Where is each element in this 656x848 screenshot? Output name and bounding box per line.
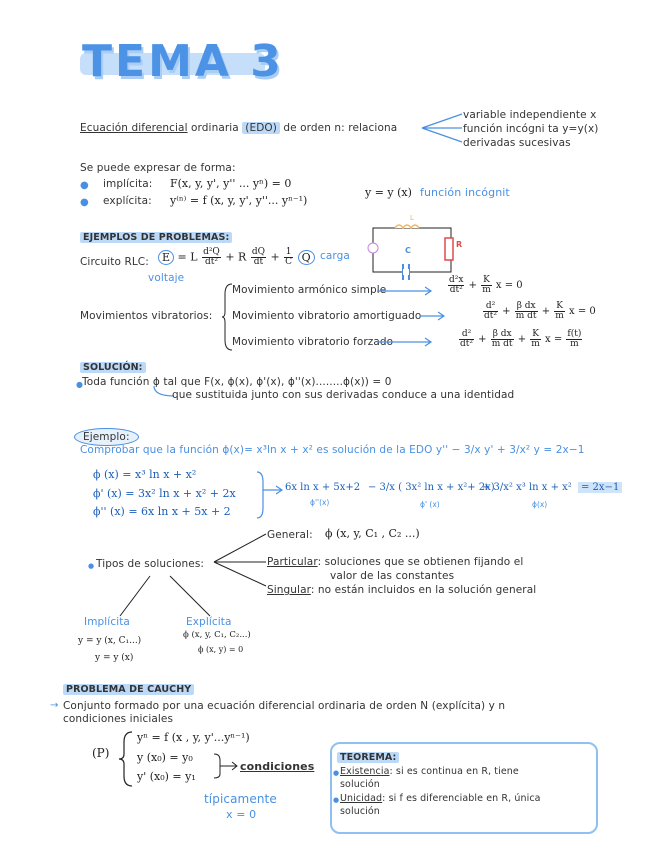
edo-relates-list — [463, 108, 598, 150]
implicita-label: Implícita — [84, 616, 130, 628]
rlc-equation: E = L $\frac{\text{d²Q}}{\text{dt²}}$ + R $\frac{dQ}{dt}$ + $\frac{1}{C}$ Q — [158, 248, 315, 267]
unicidad-line-2: solución — [340, 806, 380, 817]
ejemplo-result-d: = 2x−1 — [578, 482, 622, 493]
bullet-icon: ● — [333, 796, 340, 804]
cauchy-p-label: (P) — [92, 746, 110, 760]
voltaje-label: voltaje — [148, 272, 185, 284]
relates-item: variable independiente x — [463, 109, 597, 121]
relates-item: derivadas sucesivas — [463, 137, 571, 149]
explicita-expr-2: ϕ (x, y) = 0 — [198, 645, 244, 654]
phi-second-derivative: ϕ'' (x) = 6x ln x + 5x + 2 — [93, 505, 231, 518]
circuit-c-label: C — [405, 246, 411, 255]
particular-line: Particular: soluciones que se obtienen fijando el — [267, 556, 524, 568]
vib-equation-1: $\frac{\text{d²x}}{\text{dt²}}$ + $\frac{K}{m}$ x = 0 — [449, 275, 523, 295]
unknown-function-expr: y = y (x) — [365, 186, 412, 199]
page-title: TEMA 3 — [82, 36, 284, 87]
vib-arrows — [375, 286, 445, 348]
forms-intro: Se puede expresar de forma: — [80, 162, 236, 174]
ejemplo-brace-arrow — [255, 470, 285, 520]
bullet-icon: ● — [88, 562, 95, 570]
tipos-down-lines — [100, 574, 230, 618]
cauchy-eq-1: yⁿ = f (x , y, y'...yⁿ⁻¹) — [137, 731, 250, 744]
unknown-function-label: función incógnit — [420, 186, 510, 199]
vib-equation-3: $\frac{\text{d²}}{\text{dt²}}$ + $\frac{\text{β dx}}{\text{m dt}}$ + $\frac{K}{m}$ x = $\frac{f(t)}{m}$ — [460, 329, 582, 349]
general-expr: ϕ (x, y, C₁ , C₂ ...) — [325, 527, 420, 540]
edo-term: Ecuación diferencial — [80, 122, 188, 134]
ejemplo-sub-c: ϕ(x) — [532, 500, 548, 509]
implicita-expr-2: y = y (x) — [95, 653, 134, 663]
carga-label: carga — [320, 250, 350, 262]
solution-line-2: que sustituida junto con sus derivadas conduce a una identidad — [172, 389, 515, 401]
cauchy-eq-3: y' (x₀) = y₁ — [137, 770, 196, 783]
explicita-label: Explícita — [186, 616, 232, 628]
vib-item-2: Movimiento vibratorio amortiguado — [232, 310, 422, 322]
circuit-l-label: L — [410, 214, 414, 222]
rlc-label: Circuito RLC: — [80, 256, 149, 268]
vib-item-3: Movimiento vibratorio forzado — [232, 336, 394, 348]
cauchy-eq-2: y (x₀) = y₀ — [137, 751, 193, 764]
solution-header: SOLUCIÓN: — [80, 362, 146, 373]
particular-line-2: valor de las constantes — [330, 570, 455, 582]
edo-definition — [80, 122, 397, 134]
vib-equation-2: $\frac{\text{d²}}{\text{dt²}}$ + $\frac{\text{β dx}}{\text{m dt}}$ + $\frac{K}{m}$ x = 0 — [484, 301, 596, 321]
tipos-label: Tipos de soluciones: — [96, 558, 205, 570]
explicit-label: explícita: — [103, 195, 152, 207]
circuit-r-label: R — [456, 240, 463, 249]
vib-label: Movimientos vibratorios: — [80, 310, 213, 322]
ejemplo-result-b: − 3/x ( 3x² ln x + x²+ 2x) — [368, 482, 495, 493]
edo-ordinary: ordinaria — [187, 122, 243, 134]
ejemplo-label: Ejemplo: — [74, 428, 139, 446]
condiciones-label: condiciones — [240, 760, 315, 773]
examples-header: EJEMPLOS DE PROBLEMAS: — [80, 232, 232, 243]
tipicamente-label: típicamente — [204, 792, 277, 806]
explicita-expr-1: ϕ (x, y, C₁, C₂...) — [183, 630, 251, 640]
relates-item: función incógni ta y=y(x) — [463, 123, 599, 135]
ejemplo-sub-a: ϕ''(x) — [310, 498, 330, 507]
singular-line: Singular: no están incluidos en la solución general — [267, 584, 537, 596]
unicidad-line: Unicidad: si f es diferenciable en R, única — [340, 793, 541, 804]
vib-item-1: Movimiento armónico simple — [232, 284, 387, 296]
ejemplo-result-c: + 3/x² x³ ln x + x² — [482, 482, 572, 493]
implicit-expr: F(x, y, y', y'' ... yⁿ) = 0 — [170, 177, 292, 190]
theorem-header: TEOREMA: — [337, 752, 399, 763]
ejemplo-sub-b: ϕ' (x) — [420, 500, 440, 509]
arrow-icon: → — [50, 700, 59, 711]
edo-brace — [420, 110, 465, 146]
cauchy-line-1: Conjunto formado por una ecuación diferencial ordinaria de orden N (explícita) y n — [63, 700, 506, 712]
bullet-icon: ● — [80, 197, 89, 208]
phi-expression: ϕ (x) = x³ ln x + x² — [93, 468, 197, 481]
edo-relates: de orden n: relaciona — [279, 122, 398, 134]
ejemplo-result-a: 6x ln x + 5x+2 — [285, 482, 361, 493]
general-label: General: — [267, 529, 313, 541]
bullet-icon: ● — [80, 180, 89, 191]
bullet-icon: ● — [76, 380, 83, 389]
bullet-icon: ● — [333, 769, 340, 777]
cauchy-brace — [118, 730, 134, 788]
x0-label: x = 0 — [226, 808, 257, 821]
existencia-line-2: solución — [340, 779, 380, 790]
rlc-circuit-diagram — [365, 218, 463, 280]
solution-line-1: Toda función ϕ tal que F(x, ϕ(x), ϕ'(x), ϕ''(x)........ϕ(x)) = 0 — [82, 376, 392, 388]
explicit-expr: y⁽ⁿ⁾ = f (x, y, y', y''... yⁿ⁻¹) — [170, 194, 308, 207]
existencia-line: Existencia: si es continua en R, tiene — [340, 766, 519, 777]
cauchy-line-2: condiciones iniciales — [63, 713, 174, 725]
cauchy-cond-brace — [212, 752, 240, 780]
cauchy-header: PROBLEMA DE CAUCHY — [63, 684, 194, 695]
implicit-label: implícita: — [103, 178, 153, 190]
edo-abbr: (EDO) — [242, 122, 280, 134]
ejemplo-statement: Comprobar que la función ϕ(x)= x³ln x + x² es solución de la EDO y'' − 3/x y' + 3/x² y = 2x−1 — [80, 444, 585, 456]
implicita-expr-1: y = y (x, C₁...) — [78, 636, 142, 646]
phi-first-derivative: ϕ' (x) = 3x² ln x + x² + 2x — [93, 487, 236, 500]
